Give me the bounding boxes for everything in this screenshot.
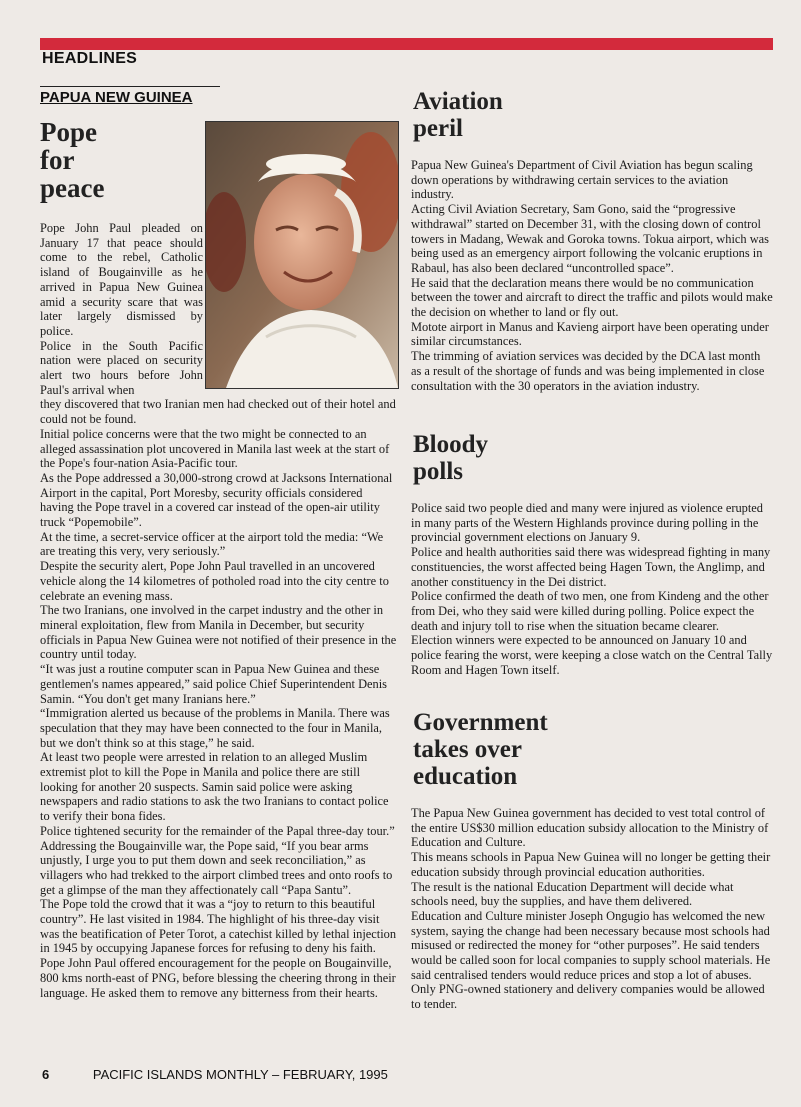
article-aviation-peril xyxy=(411,88,773,393)
article-headline: Government takes over education xyxy=(413,709,548,790)
lead-wrapped-paragraphs xyxy=(40,221,203,397)
article-headline: Aviation peril xyxy=(413,88,503,142)
page-number: 6 xyxy=(42,1067,50,1082)
lead-paragraph: Addressing the Bougainville war, the Pope said, “If you bear arms unjustly, I urge you to put them down and seek reconciliation,” as villagers who had trekked to the airport climbed trees and onto roofs to get a glimpse of the man they affectionately call “Papa Santu”. xyxy=(40,838,393,897)
lead-paragraph: Police in the South Pacific nation were placed on security alert two hours before John Paul's arrival when xyxy=(40,338,203,397)
header-accent-bar xyxy=(40,38,773,50)
lead-paragraph: Initial police concerns were that the two might be connected to an alleged assassination plot uncovered in Manila last week at the start of the Pope's four-nation Asia-Pacific tour. xyxy=(40,426,390,471)
lead-article-body xyxy=(40,221,398,1000)
article-paragraph: Education and Culture minister Joseph Ongugio has welcomed the new system, saying the change had been necessary because most schools had misused or redirected the money for “other purposes”. He said tenders would be called soon for local companies to supply school materials. He said centralised tenders would reduce prices and stop a lot of abuses. Only PNG-owned stationery and delivery companies would be allowed to tender. xyxy=(411,908,771,1012)
article-paragraph: The trimming of aviation services was decided by the DCA last month as a result of the shortage of funds and was being implemented in close consultation with the 30 operators in the aviation industry. xyxy=(411,349,765,393)
lead-paragraph: “It was just a routine computer scan in Papua New Guinea and these gentlemen's names appeared,” said police Chief Superintendent Denis Samin. “You don't get many Iranians here.” xyxy=(40,662,387,706)
article-paragraph: The Papua New Guinea government has decided to vest total control of the entire US$30 million education subsidy allocation to the Ministry of Education and Culture. xyxy=(411,806,769,850)
lead-paragraph: Pope John Paul pleaded on January 17 that peace should come to the rebel, Catholic island of Bougainville as he arrived in Papua New Guinea amid a security scare that was later largely dismissed by police. xyxy=(40,221,203,338)
publication-line: PACIFIC ISLANDS MONTHLY – FEBRUARY, 1995 xyxy=(92,1067,388,1082)
lead-paragraph: At the time, a secret-service officer at the airport told the media: “We are treating this very, very seriously.” xyxy=(40,529,384,559)
article-paragraph: This means schools in Papua New Guinea will no longer be getting their education subsidy through provincial education authorities. xyxy=(411,850,771,879)
lead-paragraph: The two Iranians, one involved in the carpet industry and the other in mineral exploitation, flew from Manila in December, but security officials in Papua New Guinea were not notified of their presence in the country until today. xyxy=(40,603,397,662)
lead-paragraph: The Pope told the crowd that it was a “joy to return to this beautiful country”. He last visited in 1984. The highlight of his three-day visit was the beatification of Peter Torot, a catechist killed by lethal injection in 1945 by occupying Japanese forces for refusing to deny his faith. xyxy=(40,897,397,956)
article-paragraph: He said that the declaration means there would be no communication between the tower and aircraft to direct the traffic and pilots would make the decision on whether to land or fly out. xyxy=(411,275,773,320)
article-headline: Bloody polls xyxy=(413,431,489,485)
lead-paragraph: As the Pope addressed a 30,000-strong crowd at Jacksons International Airport in the capital, Port Moresby, security officials considered having the Pope travel in a covered car instead of the open-air utility truck “Popemobile”. xyxy=(40,470,393,530)
article-government-education xyxy=(411,709,773,1012)
article-paragraph: Police and health authorities said there was widespread fighting in many constituencies, the worst affected being Hagen Town, the Anglimp, and another constituency in the Dei district. xyxy=(411,545,771,589)
lead-headline-text: Pope for peace xyxy=(40,117,105,203)
article-paragraph: The result is the national Education Department will decide what schools need, buy the supplies, and have them delivered. xyxy=(411,879,734,909)
article-paragraph: Papua New Guinea's Department of Civil Aviation has begun scaling down operations by withdrawing certain services to the aviation industry. xyxy=(411,158,753,202)
article-paragraph: Mototе airport in Manus and Kavieng airport have been operating under similar circumstances. xyxy=(411,319,769,349)
lead-paragraph: Pope John Paul offered encouragement for the people on Bougainville, 800 kms north-east of PNG, before blessing the cheering throng in their language. He asked them to remove any bitterness from their hearts. xyxy=(40,956,396,1000)
lead-paragraph: At least two people were arrested in relation to an alleged Muslim extremist plot to kill the Pope in Manila and police there are still looking for another 20 suspects. Samin said police were asking newspapers and radio stations to ask the two Iranians to contact police to verify their bona fides. xyxy=(40,750,389,824)
lead-paragraph: Despite the security alert, Pope John Paul travelled in an uncovered vehicle along the 14 kilometres of potholed road into the city centre to celebrate an evening mass. xyxy=(40,559,389,603)
lead-paragraph: they discovered that two Iranian men had checked out of their hotel and could not be found. xyxy=(40,397,396,427)
article-paragraph: Police confirmed the death of two men, one from Kindeng and the other from Dei, who they said were killed during polling. Police expect the death and injury toll to rise when the situation became clearer. xyxy=(411,589,769,633)
article-bloody-polls xyxy=(411,431,773,677)
page-footer xyxy=(42,1067,388,1082)
lead-paragraph: “Immigration alerted us because of the problems in Manila. There was speculation that they may have been connected to the four in Manila, but we don't think so at this stage,” he said. xyxy=(40,706,390,750)
section-label: HEADLINES xyxy=(42,50,138,67)
region-kicker: PAPUA NEW GUINEA xyxy=(40,86,220,106)
article-paragraph: Election winners were expected to be announced on January 10 and police fearing the worst, were keeping a close watch on the Central Tally Room and Hagen Town itself. xyxy=(411,633,773,677)
article-paragraph: Police said two people died and many were injured as violence erupted in many parts of the Western Highlands province during polling in the provincial government elections on January 9. xyxy=(411,501,763,545)
lead-headline xyxy=(40,118,130,202)
lead-paragraph: Police tightened security for the remainder of the Papal three-day tour.” xyxy=(40,823,395,838)
article-paragraph: Acting Civil Aviation Secretary, Sam Gono, said the “progressive withdrawal” started on December 31, with the closing down of control towers in Madang, Wewak and Goroka towns. Tokua airport, which was being used as an emergency airport following the volcanic eruptions in Rabaul, has also been declared “uncontrolled space”. xyxy=(411,202,769,275)
